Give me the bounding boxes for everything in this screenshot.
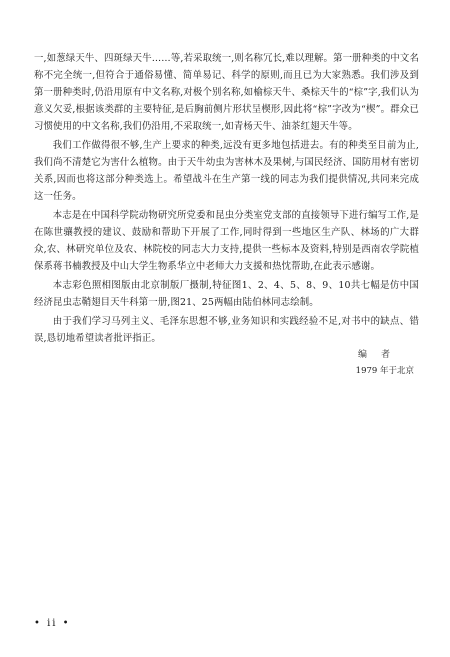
signature-block [356, 347, 414, 379]
paragraph-3: 本志是在中国科学院动物研究所党委和昆虫分类室党支部的直接领导下进行编写工作,是在陈世骧教授的建议、鼓励和帮助下开展了工作,同时得到一些地区生产队、林场的广大群众,农、林研究单位及农、林院校的同志大力支持,提供一些标本及资料,特别是西南农学院植保系蒋书楠教授及中山大学生物系华立中老师大力支援和热忱帮助,在此表示感谢。 [34, 210, 419, 272]
body-text [34, 50, 419, 347]
signature-date: 1979 年于北京 [355, 366, 414, 376]
paragraph-1: 一,如葱绿天牛、四斑绿天牛……等,若采取统一,则名称冗长,难以理解。第一册种类的中文名称不完全统一,但符合于通俗易懂、简单易记、科学的原则,而且已为大家熟悉。我们涉及到第一册种类时,仍沿用原有中文名称,对极个别名称,如榆棕天牛、桑棕天牛的“棕”字,我们认为意义欠妥,根据该类群的主要特征,是后胸前侧片形状呈楔形,因此将“棕”字改为“楔”。群众已习惯使用的中文名称,我们仍沿用,不采取统一,如青杨天牛、油茶红翅天牛等。 [34, 53, 419, 132]
paragraph-4: 本志彩色照相图版由北京制版厂摄制,特征图1、2、4、5、8、9、10共七幅是仿中国经济昆虫志鞘翅目天牛科第一册,图21、25两幅由陆伯林同志绘制。 [34, 280, 419, 308]
signature-author: 编者 [357, 350, 404, 360]
paragraph-2: 我们工作做得很不够,生产上要求的种类,远没有更多地包括进去。有的种类至目前为止,我们尚不清楚它为害什么植物。由于天牛幼虫为害林木及果树,与国民经济、国防用材有密切关系,因而也将这部分种类选上。希望战斗在生产第一线的同志为我们提供情况,共同来完成这一任务。 [34, 140, 419, 202]
paragraph-5: 由于我们学习马列主义、毛泽东思想不够,业务知识和实践经验不足,对书中的缺点、错误,恳切地希望读者批评指正。 [34, 316, 419, 344]
page-number: • ii • [34, 618, 71, 629]
